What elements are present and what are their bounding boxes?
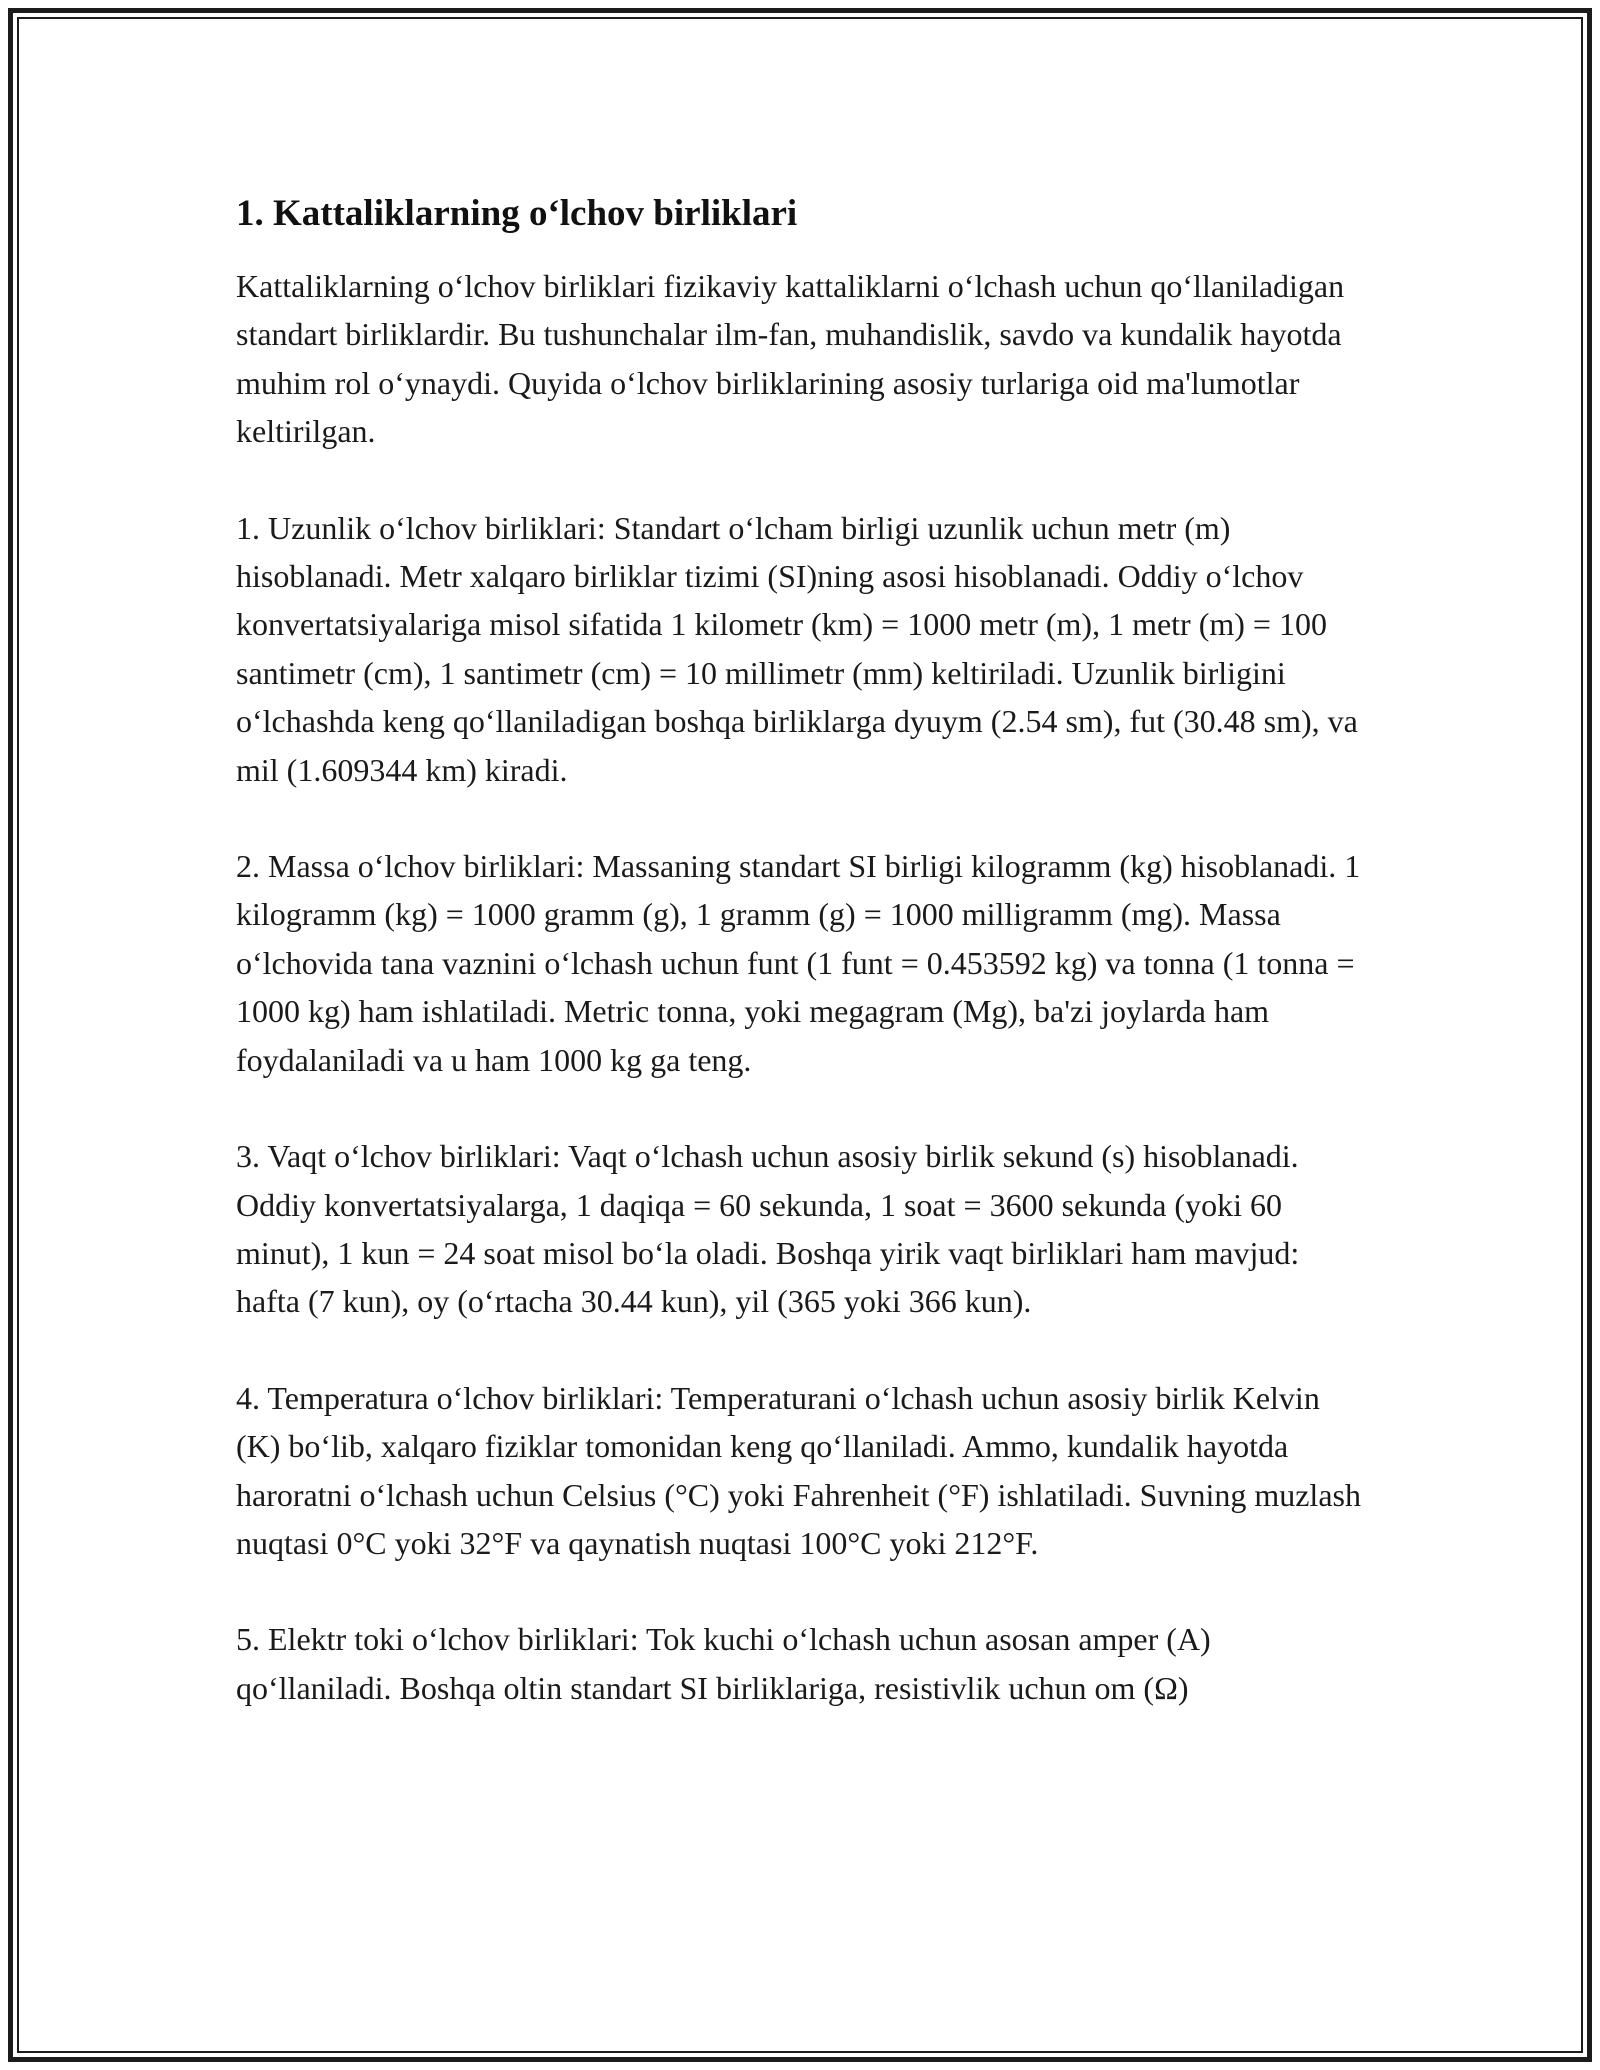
length-units-paragraph: 1. Uzunlik o‘lchov birliklari: Standart o‘lcham birligi uzunlik uchun metr (m) hisoblanadi. Metr xalqaro birliklar tizimi (SI)ning asosi hisoblanadi. Oddiy o‘lchov konvertatsiyalariga misol sifatida 1 kilometr (km) = 1000 metr (m), 1 metr (m) = 100 santimetr (cm), 1 santimetr (cm) = 10 millimetr (mm) keltiriladi. Uzunlik birligini o‘lchashda keng qo‘llaniladigan boshqa birliklarga dyuym (2.54 sm), fut (30.48 sm), va mil (1.609344 km) kiradi.: [236, 509, 1358, 788]
section-title: 1. Kattaliklarning o‘lchov birliklari: [236, 193, 798, 234]
mass-units-paragraph: 2. Massa o‘lchov birliklari: Massaning standart SI birligi kilogramm (kg) hisoblanadi. 1 kilogramm (kg) = 1000 gramm (g), 1 gramm (g) = 1000 milligramm (mg). Massa o‘lchovida tana vaznini o‘lchash uchun funt (1 funt = 0.453592 kg) va tonna (1 tonna = 1000 kg) ham ishlatiladi. Metric tonna, yoki megagram (Mg), ba'zi joylarda ham foydalaniladi va u ham 1000 kg ga teng.: [236, 848, 1361, 1078]
intro-paragraph: Kattaliklarning o‘lchov birliklari fizikaviy kattaliklarni o‘lchash uchun qo‘llaniladigan standart birliklardir. Bu tushunchalar ilm-fan, muhandislik, savdo va kundalik hayotda muhim rol o‘ynaydi. Quyida o‘lchov birliklarining asosiy turlariga oid ma'lumotlar keltirilgan.: [236, 268, 1345, 450]
temperature-units-paragraph: 4. Temperatura o‘lchov birliklari: Temperaturani o‘lchash uchun asosiy birlik Kelvin (K) bo‘lib, xalqaro fiziklar tomonidan keng qo‘llaniladi. Ammo, kundalik hayotda haroratni o‘lchash uchun Celsius (°C) yoki Fahrenheit (°F) ishlatiladi. Suvning muzlash nuqtasi 0°C yoki 32°F va qaynatish nuqtasi 100°C yoki 212°F.: [236, 1379, 1361, 1561]
electric-current-units-paragraph: 5. Elektr toki o‘lchov birliklari: Tok kuchi o‘lchash uchun asosan amper (A) qo‘llaniladi. Boshqa oltin standart SI birliklariga, resistivlik uchun om (Ω): [236, 1621, 1211, 1706]
time-units-paragraph: 3. Vaqt o‘lchov birliklari: Vaqt o‘lchash uchun asosiy birlik sekund (s) hisoblanadi. Oddiy konvertatsiyalarga, 1 daqiqa = 60 sekunda, 1 soat = 3600 sekunda (yoki 60 minut), 1 kun = 24 soat misol bo‘la oladi. Boshqa yirik vaqt birliklari ham mavjud: hafta (7 kun), oy (o‘rtacha 30.44 kun), yil (365 yoki 366 kun).: [236, 1138, 1300, 1320]
document-body: [236, 188, 1366, 1712]
